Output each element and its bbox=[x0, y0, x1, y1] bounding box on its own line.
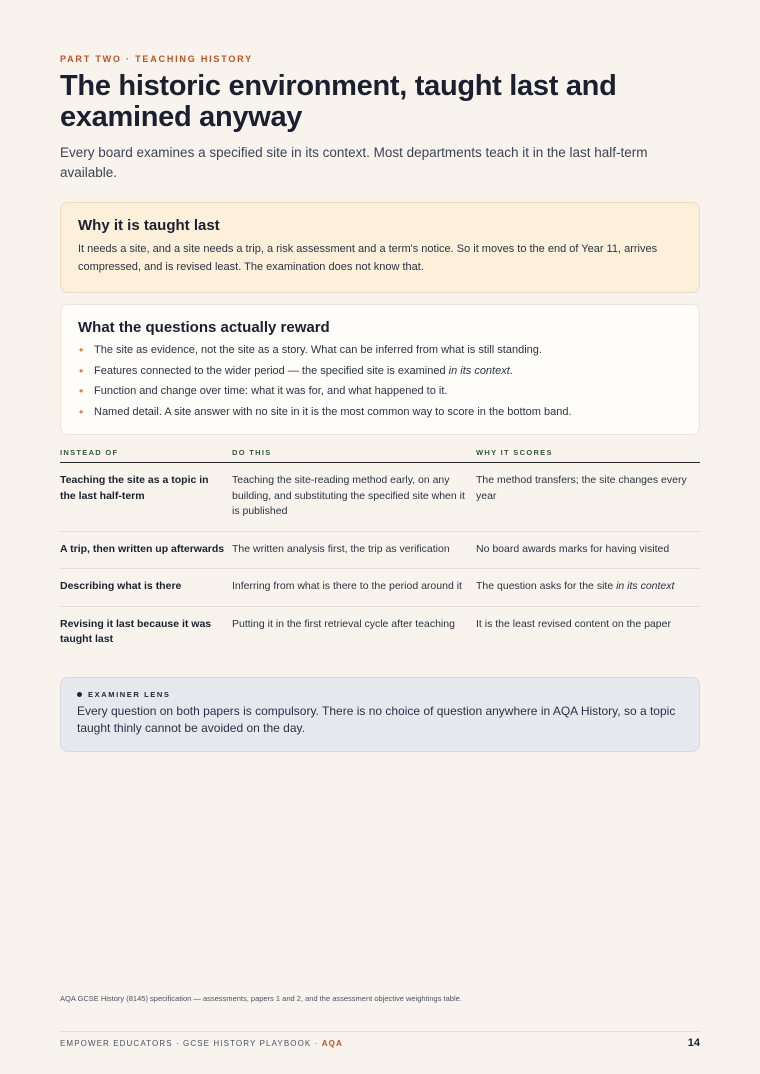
cell-why-it-scores: No board awards marks for having visited bbox=[476, 531, 700, 569]
footer-board: AQA bbox=[321, 1039, 343, 1048]
list-item bbox=[78, 340, 682, 361]
list-item bbox=[78, 361, 682, 382]
examiner-lens-card bbox=[60, 677, 700, 752]
bullet-emphasis: in its context bbox=[448, 364, 510, 377]
reward-card-title: What the questions actually reward bbox=[78, 319, 330, 336]
footer-title-text: EMPOWER EDUCATORS · GCSE HISTORY PLAYBOOK · bbox=[60, 1039, 322, 1048]
bullet-text: Named detail. A site answer with no site in it is the most common way to score in the bottom band. bbox=[94, 405, 572, 418]
cell-do-this: Teaching the site-reading method early, on any building, and substituting the specified site when it is published bbox=[232, 463, 476, 532]
cell-instead-of: Describing what is there bbox=[60, 569, 232, 607]
table-row bbox=[60, 531, 700, 569]
table-row bbox=[60, 606, 700, 659]
bullet-dot-icon: • bbox=[79, 343, 84, 357]
table-row bbox=[60, 463, 700, 532]
why-card bbox=[60, 202, 700, 293]
bullet-dot-icon: • bbox=[79, 384, 84, 398]
page-title: The historic environment, taught last and examined anyway bbox=[60, 70, 617, 133]
cell-do-this: Inferring from what is there to the period around it bbox=[232, 569, 476, 607]
cell-why-it-scores: The method transfers; the site changes every year bbox=[476, 463, 700, 532]
lede-paragraph: Every board examines a specified site in its context. Most departments teach it in the last half-term available. bbox=[60, 145, 648, 180]
cell-do-this: Putting it in the first retrieval cycle after teaching bbox=[232, 617, 455, 630]
why-card-title: Why it is taught last bbox=[78, 217, 220, 234]
table-row bbox=[60, 569, 700, 607]
lens-kicker-text: EXAMINER LENS bbox=[88, 689, 171, 699]
list-item bbox=[78, 381, 682, 402]
cell-instead-of: Revising it last because it was taught last bbox=[60, 617, 212, 645]
bullet-text-before: Features connected to the wider period — the specified site is examined bbox=[94, 364, 449, 377]
reward-card bbox=[60, 304, 700, 435]
page-content bbox=[60, 54, 700, 752]
examiner-lens-label bbox=[77, 690, 683, 699]
section-kicker: PART TWO · TEACHING HISTORY bbox=[60, 54, 253, 64]
cell-why-it-scores: It is the least revised content on the paper bbox=[476, 617, 671, 630]
page-number: 14 bbox=[687, 1037, 700, 1049]
footer-running-title bbox=[60, 1039, 343, 1048]
why-card-body: It needs a site, and a site needs a trip, a risk assessment and a term's notice. So it moves to the end of Year 11, arrives compressed, and is revised least. The examination does not know that. bbox=[78, 243, 658, 273]
bullet-text: Function and change over time: what it was for, and what happened to it. bbox=[94, 385, 448, 397]
bullet-dot-icon: • bbox=[79, 404, 84, 419]
cell-text-before: The question asks for the site bbox=[476, 580, 617, 592]
bullet-dot-icon: • bbox=[79, 363, 84, 378]
reward-list bbox=[78, 340, 682, 422]
header-why-it-scores: WHY IT SCORES bbox=[476, 448, 700, 463]
lens-dot-icon bbox=[77, 692, 82, 697]
comparison-table bbox=[60, 448, 700, 659]
footer-divider bbox=[60, 1031, 700, 1032]
header-do-this: DO THIS bbox=[232, 448, 476, 463]
cell-instead-of: Teaching the site as a topic in the last half-term bbox=[60, 463, 232, 532]
examiner-lens-body: Every question on both papers is compulsory. There is no choice of question anywhere in AQA History, so a topic taught thinly cannot be avoided on the day. bbox=[77, 703, 676, 735]
table-header-row bbox=[60, 448, 700, 463]
cell-why-it-scores bbox=[476, 569, 700, 607]
cell-emphasis: in its context bbox=[616, 580, 675, 592]
bullet-text: The site as evidence, not the site as a story. What can be inferred from what is still standing. bbox=[94, 344, 542, 356]
source-note: AQA GCSE History (8145) specification — assessments, papers 1 and 2, and the assessment objective weightings table. bbox=[60, 994, 462, 1003]
list-item bbox=[78, 402, 682, 423]
cell-do-this: The written analysis first, the trip as verification bbox=[232, 531, 476, 569]
bullet-text-after: . bbox=[509, 364, 513, 377]
header-instead-of: INSTEAD OF bbox=[60, 448, 232, 463]
cell-instead-of: A trip, then written up afterwards bbox=[60, 531, 232, 569]
